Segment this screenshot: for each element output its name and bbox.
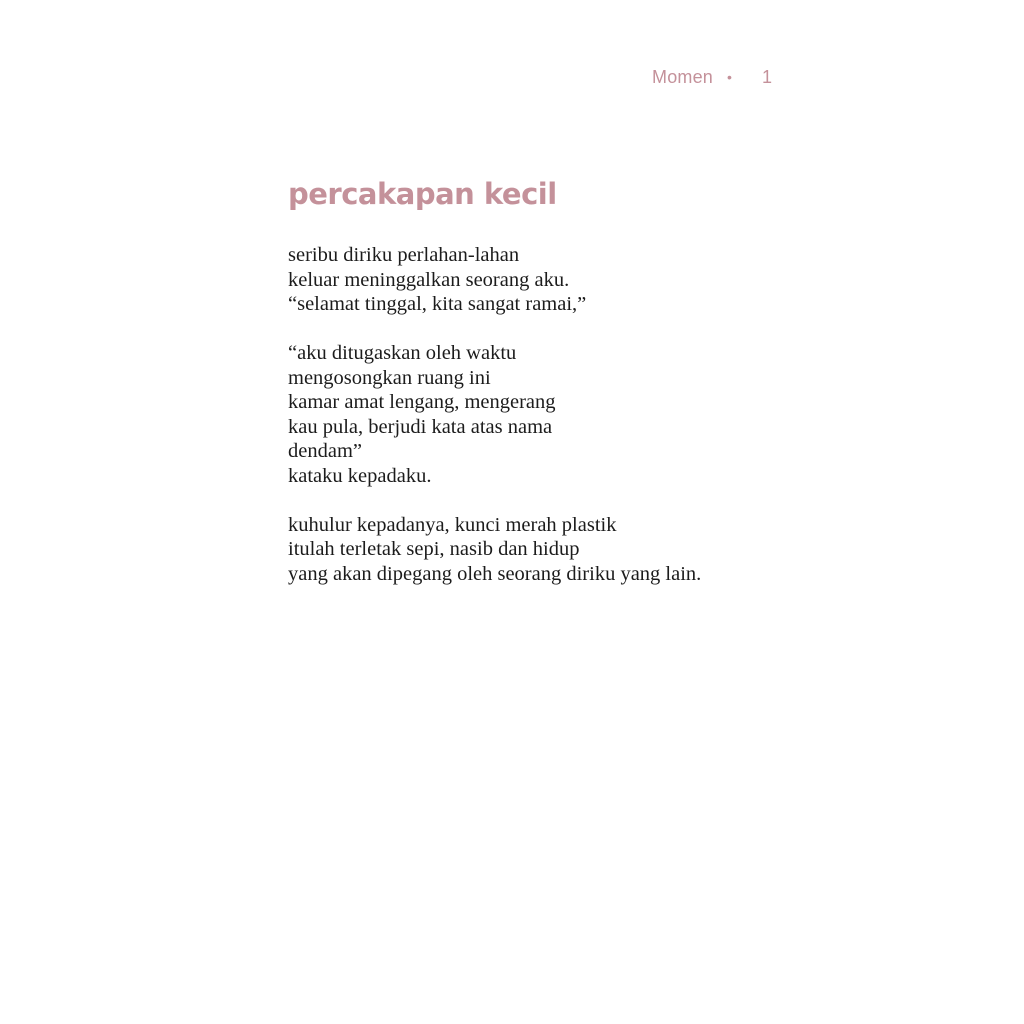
stanza-2 [288, 341, 848, 488]
poem-line: mengosongkan ruang ini [288, 366, 491, 389]
poem-line: kataku kepadaku. [288, 464, 432, 487]
running-header [652, 64, 772, 90]
page-number: 1 [761, 67, 772, 87]
poem-line: kuhulur kepadanya, kunci merah plastik [288, 513, 617, 536]
poem-line: seribu diriku perlahan-lahan [288, 244, 520, 266]
poem-line: kau pula, berjudi kata atas nama [288, 415, 553, 438]
poem-body [288, 243, 848, 611]
stanza-3 [288, 513, 848, 587]
stanza-1 [288, 243, 848, 317]
poem-line: “selamat tinggal, kita sangat ramai,” [288, 293, 587, 315]
poem-line: “aku ditugaskan oleh waktu [288, 342, 517, 364]
poem-line: keluar meninggalkan seorang aku. [288, 268, 570, 291]
header-separator: • [727, 69, 732, 85]
poem-line: yang akan dipegang oleh seorang diriku yang lain. [288, 562, 702, 585]
poem-line: kamar amat lengang, mengerang [288, 391, 556, 413]
poem-title: percakapan kecil [288, 177, 557, 211]
poem-line: itulah terletak sepi, nasib dan hidup [288, 538, 580, 560]
section-title: Momen [652, 67, 714, 87]
poem-line: dendam” [288, 440, 362, 462]
